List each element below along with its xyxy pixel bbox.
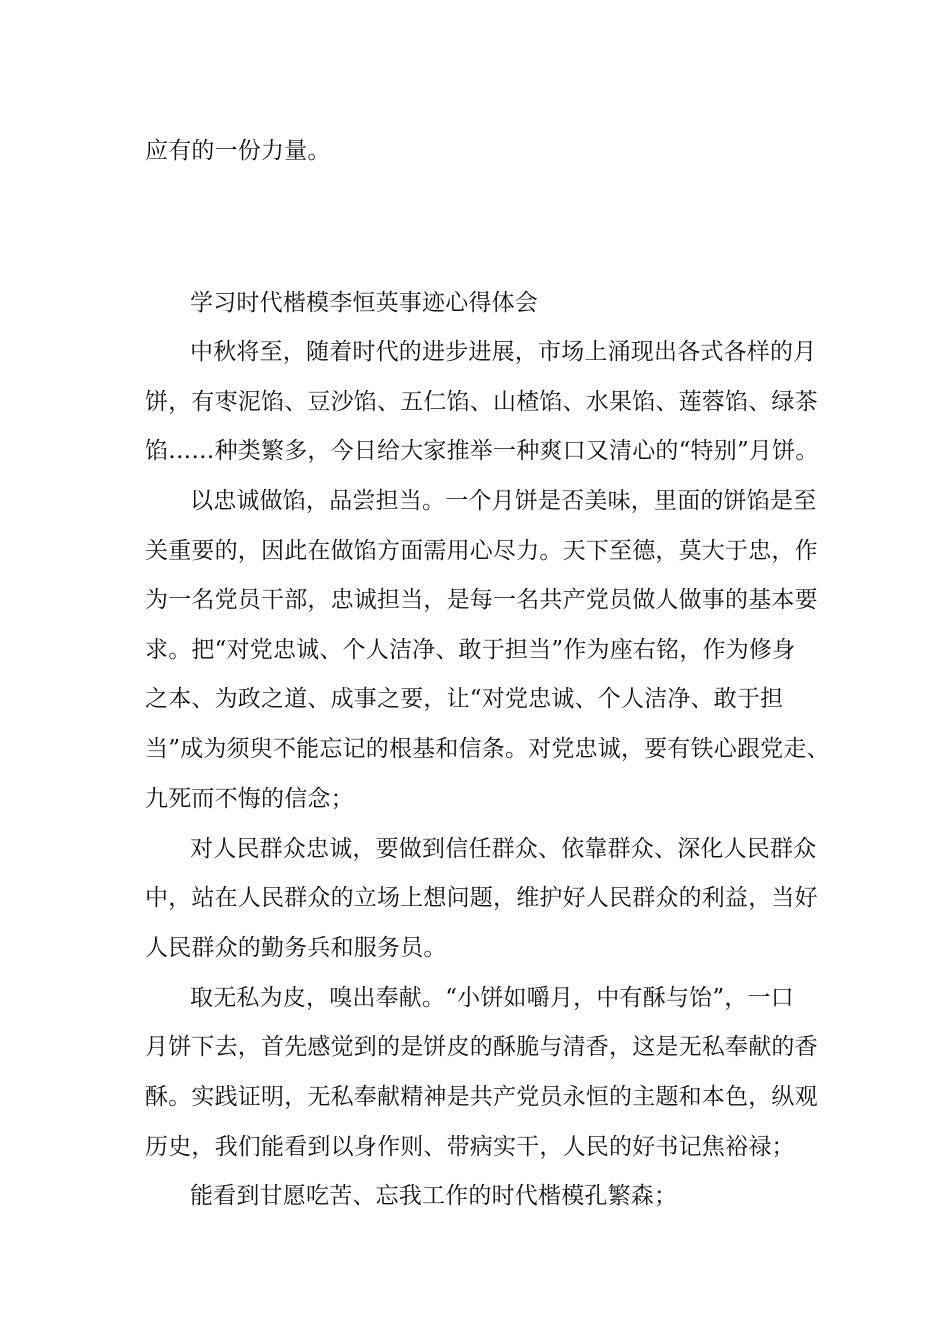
paragraph-2-line-7: 九死而不悔的信念； [145, 786, 354, 812]
paragraph-1-line-3: 馅……种类繁多，今日给大家推举一种爽口又清心的“特别”月饼。 [145, 438, 819, 464]
paragraph-4-line-4: 历史，我们能看到以身作则、带病实干，人民的好书记焦裕禄； [145, 1134, 795, 1160]
paragraph-2-line-4: 求。把“对党忠诚、个人洁净、敢于担当”作为座右铭，作为修身 [145, 637, 796, 663]
paragraph-4-line-3: 酥。实践证明，无私奉献精神是共产党员永恒的主题和本色，纵观 [145, 1084, 818, 1110]
paragraph-3-line-2: 中，站在人民群众的立场上想问题，维护好人民群众的利益，当好 [145, 885, 818, 911]
paragraph-2-line-1: 以忠诚做馅，品尝担当。一个月饼是否美味，里面的饼馅是至 [190, 488, 817, 514]
paragraph-1-line-1: 中秋将至，随着时代的进步进展，市场上涌现出各式各样的月 [190, 339, 817, 365]
paragraph-2-line-5: 之本、为政之道、成事之要，让“对党忠诚、个人洁净、敢于担 [145, 686, 784, 712]
paragraph-3-line-3: 人民群众的勤务兵和服务员。 [145, 935, 447, 961]
paragraph-continuation: 应有的一份力量。 [145, 138, 331, 164]
paragraph-2-line-2: 关重要的，因此在做馅方面需用心尽力。天下至德，莫大于忠，作 [145, 538, 818, 564]
paragraph-4-line-1: 取无私为皮，嗅出奉献。“小饼如嚼月，中有酥与饴”，一口 [190, 985, 794, 1011]
paragraph-3-line-1: 对人民群众忠诚，要做到信任群众、依靠群众、深化人民群众 [190, 836, 817, 862]
paragraph-4-line-2: 月饼下去，首先感觉到的是饼皮的酥脆与清香，这是无私奉献的香 [145, 1034, 818, 1060]
article-title: 学习时代楷模李恒英事迹心得体会 [190, 290, 538, 316]
paragraph-2-line-6: 当”成为须臾不能忘记的根基和信条。对党忠诚，要有铁心跟党走、 [145, 736, 830, 762]
paragraph-2-line-3: 为一名党员干部，忠诚担当，是每一名共产党员做人做事的基本要 [145, 587, 818, 613]
paragraph-5-line-1: 能看到甘愿吃苦、忘我工作的时代楷模孔繁森； [190, 1183, 678, 1209]
paragraph-1-line-2: 饼，有枣泥馅、豆沙馅、五仁馅、山楂馅、水果馅、莲蓉馅、绿茶 [145, 389, 818, 415]
